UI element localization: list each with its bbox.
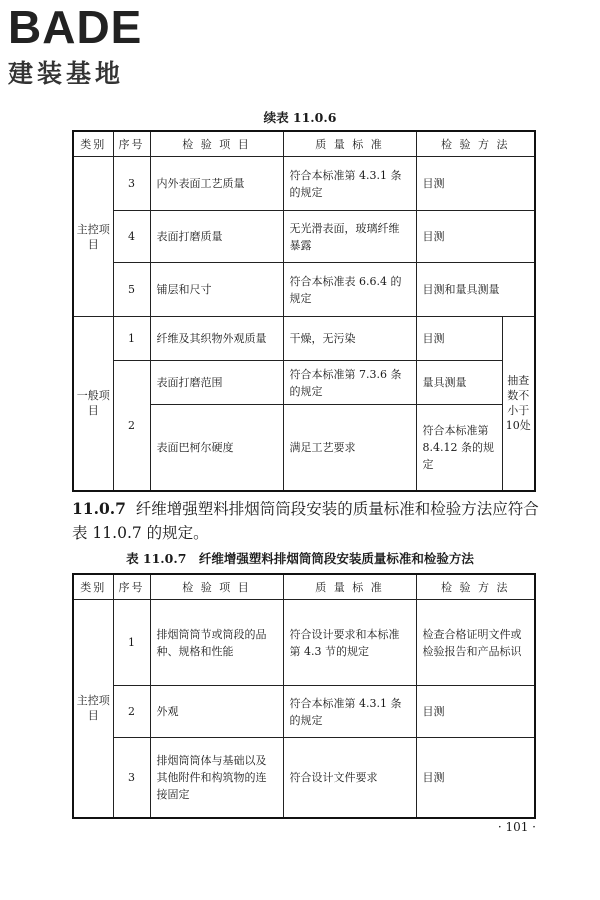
row-method: 目测 [416, 317, 502, 361]
header-method: 检 验 方 法 [416, 131, 535, 157]
row-method: 目测 [416, 157, 535, 211]
table2-caption: 表 11.0.7 纤维增强塑料排烟筒筒段安装质量标准和检验方法 [126, 551, 474, 566]
row-number: 5 [113, 263, 150, 317]
row-item: 排烟筒筒体与基础以及其他附件和构筑物的连接固定 [150, 738, 283, 818]
row-method: 量具测量 [416, 361, 502, 405]
row-standard: 无光滑表面，玻璃纤维暴露 [283, 211, 416, 263]
page-number: · 101 · [497, 820, 536, 834]
logo-subtitle: 建装基地 [8, 59, 125, 88]
table1-caption: 续表 11.0.6 [263, 110, 337, 125]
header-category: 类别 [73, 131, 113, 157]
row-method: 符合本标准第 8.4.12 条的规定 [416, 405, 502, 491]
header-number: 序号 [113, 574, 150, 600]
row-item: 表面打磨范围 [150, 361, 283, 405]
table1-header-row [73, 131, 535, 157]
header-standard: 质 量 标 准 [283, 574, 416, 600]
row-number: 3 [113, 157, 150, 211]
row-number: 2 [113, 686, 150, 738]
row-number: 2 [113, 361, 150, 491]
category-cell: 主控项目 [73, 600, 113, 818]
table-row [73, 263, 535, 317]
row-item: 纤维及其织物外观质量 [150, 317, 283, 361]
table-row [73, 600, 535, 686]
table-row [73, 317, 535, 361]
row-standard: 满足工艺要求 [283, 405, 416, 491]
row-standard: 符合本标准第 4.3.1 条的规定 [283, 157, 416, 211]
row-number: 4 [113, 211, 150, 263]
table-row [73, 738, 535, 818]
table-row [73, 686, 535, 738]
header-standard: 质 量 标 准 [283, 131, 416, 157]
clause-paragraph [72, 497, 542, 545]
row-item: 排烟筒筒节或筒段的品种、规格和性能 [150, 600, 283, 686]
table-row [73, 157, 535, 211]
row-method: 目测和量具测量 [416, 263, 535, 317]
row-standard: 符合本标准第 4.3.1 条的规定 [283, 686, 416, 738]
row-item: 表面打磨质量 [150, 211, 283, 263]
row-standard: 符合本标准第 7.3.6 条的规定 [283, 361, 416, 405]
header-method: 检 验 方 法 [416, 574, 535, 600]
logo [8, 1, 143, 90]
row-method: 目测 [416, 686, 535, 738]
row-method: 目测 [416, 738, 535, 818]
table2-header-row [73, 574, 535, 600]
row-standard: 符合设计文件要求 [283, 738, 416, 818]
row-item: 表面巴柯尔硬度 [150, 405, 283, 491]
clause-text: 纤维增强塑料排烟筒筒段安装的质量标准和检验方法应符合表 11.0.7 的规定。 [72, 500, 539, 542]
row-item: 铺层和尺寸 [150, 263, 283, 317]
row-standard: 符合设计要求和本标准第 4.3 节的规定 [283, 600, 416, 686]
header-number: 序号 [113, 131, 150, 157]
row-method: 目测 [416, 211, 535, 263]
table2 [72, 573, 536, 819]
clause-number: 11.0.7 [72, 499, 126, 518]
logo-wordmark: BADE [8, 1, 143, 53]
row-method: 检查合格证明文件或检验报告和产品标识 [416, 600, 535, 686]
table-row [73, 211, 535, 263]
row-number: 1 [113, 600, 150, 686]
row-number: 1 [113, 317, 150, 361]
table-row [73, 361, 535, 405]
sample-note-cell: 抽查数不小于10处 [502, 317, 535, 491]
row-item: 外观 [150, 686, 283, 738]
header-category: 类别 [73, 574, 113, 600]
category-cell: 一般项目 [73, 317, 113, 491]
table1 [72, 130, 536, 492]
row-number: 3 [113, 738, 150, 818]
row-item: 内外表面工艺质量 [150, 157, 283, 211]
header-item: 检 验 项 目 [150, 574, 283, 600]
row-standard: 干燥，无污染 [283, 317, 416, 361]
category-cell: 主控项目 [73, 157, 113, 317]
row-standard: 符合本标准表 6.6.4 的规定 [283, 263, 416, 317]
header-item: 检 验 项 目 [150, 131, 283, 157]
